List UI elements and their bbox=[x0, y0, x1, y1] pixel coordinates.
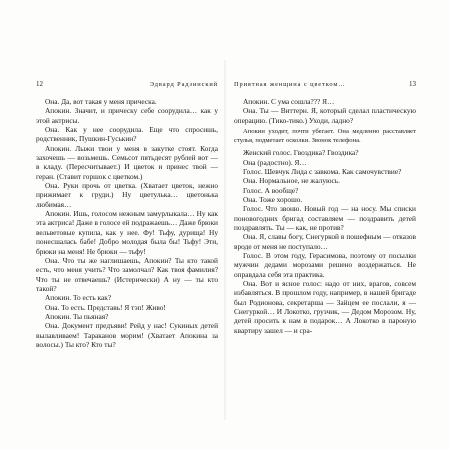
paragraph: Апокин. Значит, и прическу себе соорудила… как у этой актрисы. bbox=[36, 106, 218, 125]
paragraph: Она. Я, славы богу, Снегуркой в пошефным — отказов вроде от меня не поступало… bbox=[234, 232, 416, 251]
paragraph: Апокин. Ты пьяная? bbox=[45, 311, 109, 321]
paragraph: Апокин. Ишь, голосом нежным замурлыкала… Ну как эта актриса! Даже в голосе ей подражаешь… Даже брюки вельветовые купила, как у нее. Фу! Тьфу, дурища! Ну понесшалась бабе! Добро молодая была бы! Тьфу! Эти, брюки на меня! Не брюки — тьфу! bbox=[36, 209, 218, 256]
paragraph: Она. Ты — Виттерн. Я, который сделал пластическую операцию. (Тико-тико.) Уходи, ладно? bbox=[234, 106, 416, 125]
book-gutter bbox=[224, 60, 226, 420]
paragraph: Апокин. С ума сошла??? Я… bbox=[243, 97, 335, 106]
paragraph: Она. Руки прочь от цветка. (Хватает цветок, нежно прижимает к груди.) Ну цветулька… цветонька любимая… bbox=[36, 181, 218, 209]
right-page-body bbox=[234, 97, 416, 335]
right-page-number: 13 bbox=[409, 80, 416, 88]
paragraph: Голос. Шевчук Лида с завкома. Как самочувствие? bbox=[243, 166, 402, 176]
paragraph: Она. Да, вот такая у меня прическа. bbox=[45, 97, 157, 106]
paragraph: Апокин. То есть как? bbox=[45, 293, 112, 303]
paragraph: Она. Тоже хорошо. bbox=[243, 194, 303, 204]
paragraph: Голос. А вообще? bbox=[243, 185, 299, 195]
paragraph: Она. Нормальное, не жалуюсь. bbox=[243, 176, 340, 186]
left-page bbox=[36, 80, 218, 410]
paragraph: Женский голос. Гвоздика? Гвоздика? bbox=[243, 148, 359, 158]
paragraph: Она. Что ты же наглишаешь, Апокин? Ты кто такой есть, что меня учить? Что замолчал? Как твоя фамилия? Что ты не отвечаешь? (Истерически) А ну — ты кто такой? bbox=[36, 255, 218, 293]
right-page bbox=[234, 80, 416, 410]
left-page-number: 12 bbox=[36, 80, 43, 88]
left-page-body bbox=[36, 97, 218, 349]
paragraph: Она (радостно). Я… bbox=[243, 157, 307, 167]
right-page-header bbox=[234, 80, 416, 88]
right-running-head: Приятная женщина с цветком… bbox=[234, 81, 346, 88]
paragraph: Голос. В этом году, Герасимова, поэтому от посылки мужчин дедами морозами решено воздержаться. Не оправдала себя эта практика. bbox=[234, 251, 416, 279]
paragraph: Она. То есть. Представь! Я тэп! Живо! bbox=[45, 302, 166, 312]
paragraph: Она. Как у нее соорудила. Еще что спросишь, родственник, Пушкин-Гуськин? bbox=[36, 125, 218, 144]
paragraph: Она. Документ предъяви! Рейд у нас! Сукиных детей вылавливаем! Тараканов морим! (Хватает Апокина за волосы.) Ты кто? Кто ты? bbox=[36, 321, 218, 349]
stage-direction: Апокин уходит, почти убегает. Она медленно расставляет стулья, подметает осколки. Звонок телефона. bbox=[234, 128, 416, 144]
paragraph: Она. Вот и ясное голос: надо от них, врагов, совсем избавляться. В прошлом году, например, в нашей бригаде был Родионова, секретарша — Зайцем ее послали, я — Снегуркой… И Локотко, грузчик, — Дедом Морозом. Ну, детей просить к нам в подарок… А Локотко в пароную квартиру зашел — и сра- bbox=[234, 279, 416, 335]
left-running-head: Эдвард Радзинский bbox=[149, 81, 218, 88]
left-page-header bbox=[36, 80, 218, 88]
paragraph: Апокин. Лыжи твои у меня в закутке стоят. Когда захочешь — возьмешь. Семьсот пятьдесят рублей вот — в кладу. (Пересчитывает.) И цветок и принес твой — геран. (Ставит горшок с цветком.) bbox=[36, 143, 218, 181]
paragraph: Голос. Что звоню. Новый год — на носу. Мы списки поновогодних бригад составляем — поздравить детей поздравлять. Ты — как, не против? bbox=[234, 204, 416, 232]
